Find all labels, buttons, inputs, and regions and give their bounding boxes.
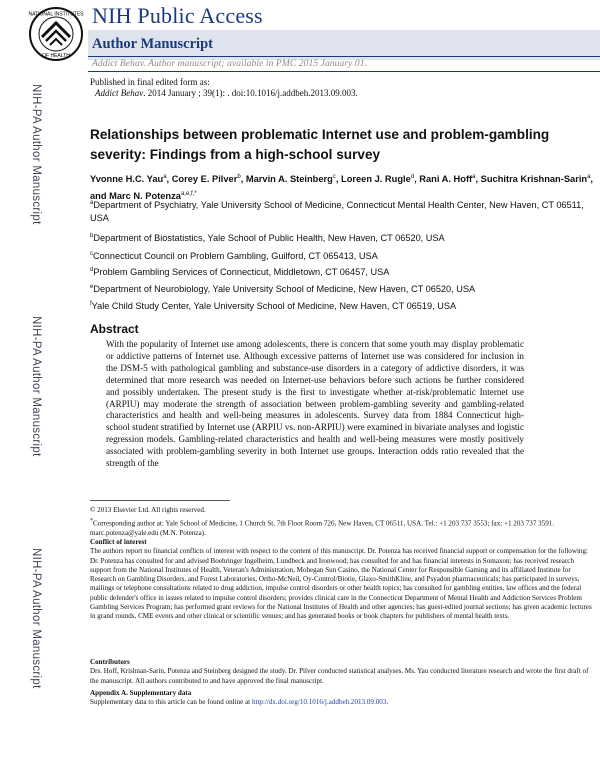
published-in: Published in final edited form as:: [90, 77, 210, 87]
abstract-text: With the popularity of Internet use among adolescents, there is concern that some youth may display problematic or addictive patterns of Internet use. Although excessive patterns of Internet use was considered for inclusion in the DSM-5 with pathological gambling and substance-use disorders in a category of addictive disorders, it was determined that more research was needed on Internet-use behaviors before such actions be further considered and possibly undertaken. The present study is the first to investigate whether at-risk/problematic Internet use (ARPIU) may moderate the strength of association between problem-gambling severity and gambling-related characteristics and health and well-being measures in adolescents. Survey data from 1884 Connecticut high-school student stratified by Internet use (ARPIU vs. non-ARPIU) were examined in bivariate analyses and logistic regression models. Gambling-related characteristics and health and well-being measures were mostly positively associated with problem-gambling severity in both Internet use groups. Interaction odds ratio revealed that the strength of the: [106, 339, 524, 469]
author-affiliation-marker: a: [472, 174, 476, 180]
conflict-text: The authors report no financial conflicts of interest with respect to the content of this manuscript. Dr. Potenza has received financial support or compensation for the following: Dr. Potenza has consulted for and advised Boehringer Ingelheim, Lundbeck and Ironwood; has consulted for and has financial interests in Somaxon; has received research support from the National Institutes of Health, Veteran's Administration, Mohegan Sun Casino, the National Center for Responsible Gaming and its affiliated Institute for Research on Gambling Disorders, and Forest Laboratories, Ortho-McNeil, Oy-Control/Biotie, Glaxo-SmithKline, and Psyadon pharmaceuticals; has participated in surveys, mailings or telephone consultations related to drug addiction, impulse control disorders or other health topics; has consulted for gambling entities, law offices and the federal public defender's office in issues related to impulse control disorders; provides clinical care in the Connecticut Department of Mental Health and Addiction Services Problem Gambling Services Program; has performed grant reviews for the National Institutes of Health and other agencies; has guest-edited journal sections; has given academic lectures in grand rounds, CME events and other clinical or scientific venues; and has generated books or book chapters for publishers of mental health texts.: [90, 547, 592, 621]
contributors-section: [90, 658, 595, 686]
svg-text:NATIONAL INSTITUTES: NATIONAL INSTITUTES: [28, 11, 84, 18]
conflict-section: [90, 538, 595, 622]
footnote-rule: [90, 500, 230, 501]
appendix-heading: Appendix A. Supplementary data: [90, 689, 192, 697]
citation: [95, 88, 358, 98]
corresponding-mark: *: [90, 518, 93, 524]
affiliation-text: Yale Child Study Center, Yale University School of Medicine, New Haven, CT 06519, USA: [91, 301, 457, 312]
conflict-heading: Conflict of interest: [90, 538, 147, 546]
author-affiliation-marker: a: [587, 174, 591, 180]
author-name: Corey E. Pilver: [171, 174, 238, 185]
svg-text:OF HEALTH: OF HEALTH: [42, 53, 70, 59]
contributors-text: Drs. Hoff, Krishnan-Sarin, Potenza and Steinberg designed the study. Dr. Pilver conducted statistical analyses. Ms. Yau conducted literature research and wrote the first draft of the manuscript. All authors contributed to and have approved the final manuscript.: [90, 667, 589, 685]
author-affiliation-marker: c: [332, 174, 336, 180]
author-separator: ,: [475, 174, 481, 185]
affiliation-text: Connecticut Council on Problem Gambling, Guilford, CT 065413, USA: [93, 251, 378, 262]
affiliation-b: [90, 230, 595, 245]
author-separator: , and: [90, 174, 594, 201]
appendix-text: Supplementary data to this article can be found online at: [90, 698, 252, 707]
affiliation-text: Department of Psychiatry, Yale University School of Medicine, Connecticut Mental Health Center, New Haven, CT 06511, USA: [90, 200, 584, 224]
author-name: Marc N. Potenza: [109, 190, 181, 201]
author-name: Rani A. Hoff: [419, 174, 473, 185]
author-affiliation-marker: a: [163, 174, 167, 180]
affiliation-text: Problem Gambling Services of Connecticut, Middletown, CT 06457, USA: [93, 267, 390, 278]
affiliation-text: Department of Neurobiology, Yale University School of Medicine, New Haven, CT 06520, USA: [93, 284, 476, 295]
affiliation-marker: c: [90, 251, 93, 257]
author-name: Suchitra Krishnan-Sarin: [480, 174, 588, 185]
author-affiliation-marker: b: [237, 174, 241, 180]
author-name: Marvin A. Steinberg: [245, 174, 333, 185]
appendix-section: [90, 689, 595, 708]
abstract-heading: Abstract: [90, 322, 139, 336]
appendix-end: .: [386, 698, 389, 707]
affiliation-marker: d: [90, 267, 94, 273]
affiliation-f: [90, 298, 595, 313]
author-name: Loreen J. Rugle: [341, 174, 411, 185]
article-title: Relationships between problematic Internet use and problem-gambling severity: Findings from a high-school survey: [90, 127, 550, 162]
copyright-notice: © 2013 Elsevier Ltd. All rights reserved.: [90, 506, 206, 514]
author-separator: ,: [166, 174, 172, 185]
affiliation-e: [90, 281, 595, 296]
author-affiliation-marker: d: [410, 174, 415, 180]
affiliation-d: [90, 264, 595, 279]
affiliation-marker: e: [90, 284, 94, 290]
side-label-top: NIH-PA Author Manuscript: [30, 84, 42, 225]
corresponding-text: Corresponding author at: Yale School of Medicine, 1 Church St, 7th Floor Room 726, New Haven, CT 06511, USA. Tel.: +1 203 737 3553; fax: +1 203 737 3591. marc.potenza@yale.edu (M.N. Potenza).: [90, 519, 555, 537]
affiliation-c: [90, 248, 595, 263]
author-separator: ,: [414, 174, 420, 185]
affiliation-marker: a: [90, 200, 94, 206]
supplementary-data-link[interactable]: http://dx.doi.org/10.1016/j.addbeh.2013.09.003: [251, 698, 387, 707]
header-rule-bottom: [88, 71, 600, 72]
affiliation-text: Department of Biostatistics, Yale School of Public Health, New Haven, CT 06520, USA: [93, 233, 445, 244]
contributors-heading: Contributors: [90, 658, 130, 666]
header-subtitle: Author Manuscript: [92, 36, 213, 52]
citation-details: . 2014 January ; 39(1): . doi:10.1016/j.addbeh.2013.09.003.: [143, 88, 358, 98]
author-name: Yvonne H.C. Yau: [90, 174, 164, 185]
author-affiliation-marker: a,e,f,*: [180, 190, 197, 197]
author-separator: ,: [240, 174, 246, 185]
nih-seal-logo: [28, 6, 84, 62]
corresponding-author-note: [90, 517, 595, 538]
header-title: NIH Public Access: [92, 3, 263, 28]
header-availability: Addict Behav. Author manuscript; available in PMC 2015 January 01.: [92, 59, 368, 69]
affiliation-a: [90, 197, 595, 225]
side-label-middle: NIH-PA Author Manuscript: [30, 316, 42, 457]
citation-journal: Addict Behav: [95, 88, 144, 98]
affiliation-marker: f: [90, 301, 92, 307]
side-label-bottom: NIH-PA Author Manuscript: [30, 548, 42, 689]
header-rule-top: [88, 56, 600, 57]
affiliation-marker: b: [90, 233, 94, 239]
author-separator: ,: [335, 174, 342, 185]
